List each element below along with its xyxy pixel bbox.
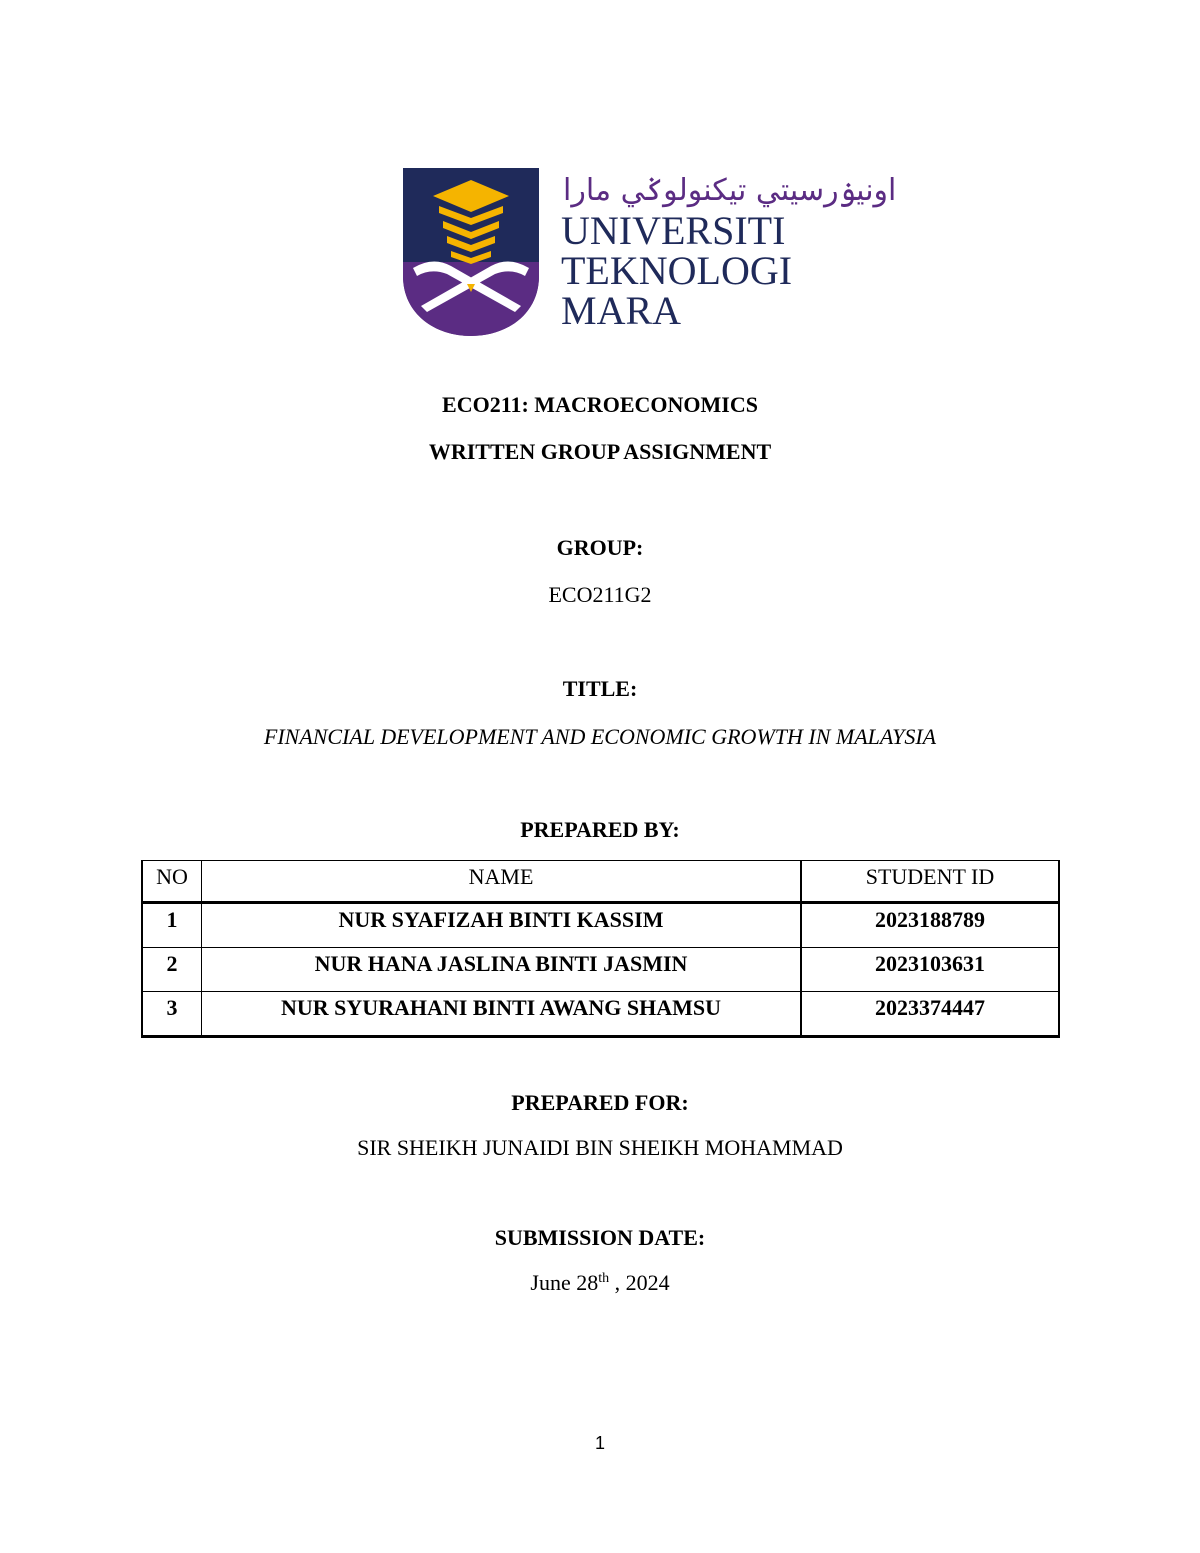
uitm-logo-graphic bbox=[403, 166, 897, 338]
course-title: ECO211: MACROECONOMICS bbox=[442, 392, 758, 417]
date-prefix: June 28 bbox=[530, 1270, 599, 1295]
uitm-logo bbox=[403, 166, 897, 338]
group-label: GROUP: bbox=[556, 535, 644, 560]
header-student-id: STUDENT ID bbox=[801, 861, 1059, 903]
date-suffix: , 2024 bbox=[609, 1270, 670, 1295]
header-name: NAME bbox=[202, 861, 802, 903]
member-no: 3 bbox=[142, 992, 202, 1037]
members-table bbox=[141, 860, 1060, 1038]
member-no: 2 bbox=[142, 948, 202, 992]
table-row bbox=[142, 903, 1059, 948]
member-id: 2023374447 bbox=[801, 992, 1059, 1037]
date-ordinal: th bbox=[598, 1271, 610, 1286]
member-no: 1 bbox=[142, 903, 202, 948]
lecturer-name: SIR SHEIKH JUNAIDI BIN SHEIKH MOHAMMAD bbox=[357, 1135, 843, 1160]
submission-date-label: SUBMISSION DATE: bbox=[494, 1225, 706, 1250]
logo-wordmark-line1: UNIVERSITI bbox=[561, 208, 786, 253]
page-number: 1 bbox=[594, 1433, 605, 1453]
table-row bbox=[142, 948, 1059, 992]
logo-wordmark-line3: MARA bbox=[561, 288, 682, 333]
table-header-row bbox=[142, 861, 1059, 903]
prepared-for-label: PREPARED FOR: bbox=[511, 1090, 689, 1115]
member-name: NUR HANA JASLINA BINTI JASMIN bbox=[202, 948, 802, 992]
member-id: 2023188789 bbox=[801, 903, 1059, 948]
title-value: FINANCIAL DEVELOPMENT AND ECONOMIC GROWTH IN MALAYSIA bbox=[263, 724, 937, 749]
logo-wordmark-line2: TEKNOLOGI bbox=[561, 248, 793, 293]
assignment-type: WRITTEN GROUP ASSIGNMENT bbox=[428, 439, 772, 464]
header-no: NO bbox=[142, 861, 202, 903]
member-name: NUR SYAFIZAH BINTI KASSIM bbox=[202, 903, 802, 948]
jawi-wordmark: اونيۏرسيتي تيکنولوݢي مارا bbox=[563, 173, 897, 208]
prepared-by-label: PREPARED BY: bbox=[520, 817, 680, 842]
member-id: 2023103631 bbox=[801, 948, 1059, 992]
title-label: TITLE: bbox=[562, 676, 638, 701]
member-name: NUR SYURAHANI BINTI AWANG SHAMSU bbox=[202, 992, 802, 1037]
submission-date bbox=[0, 1270, 1200, 1296]
table-row bbox=[142, 992, 1059, 1037]
group-value: ECO211G2 bbox=[548, 582, 652, 607]
